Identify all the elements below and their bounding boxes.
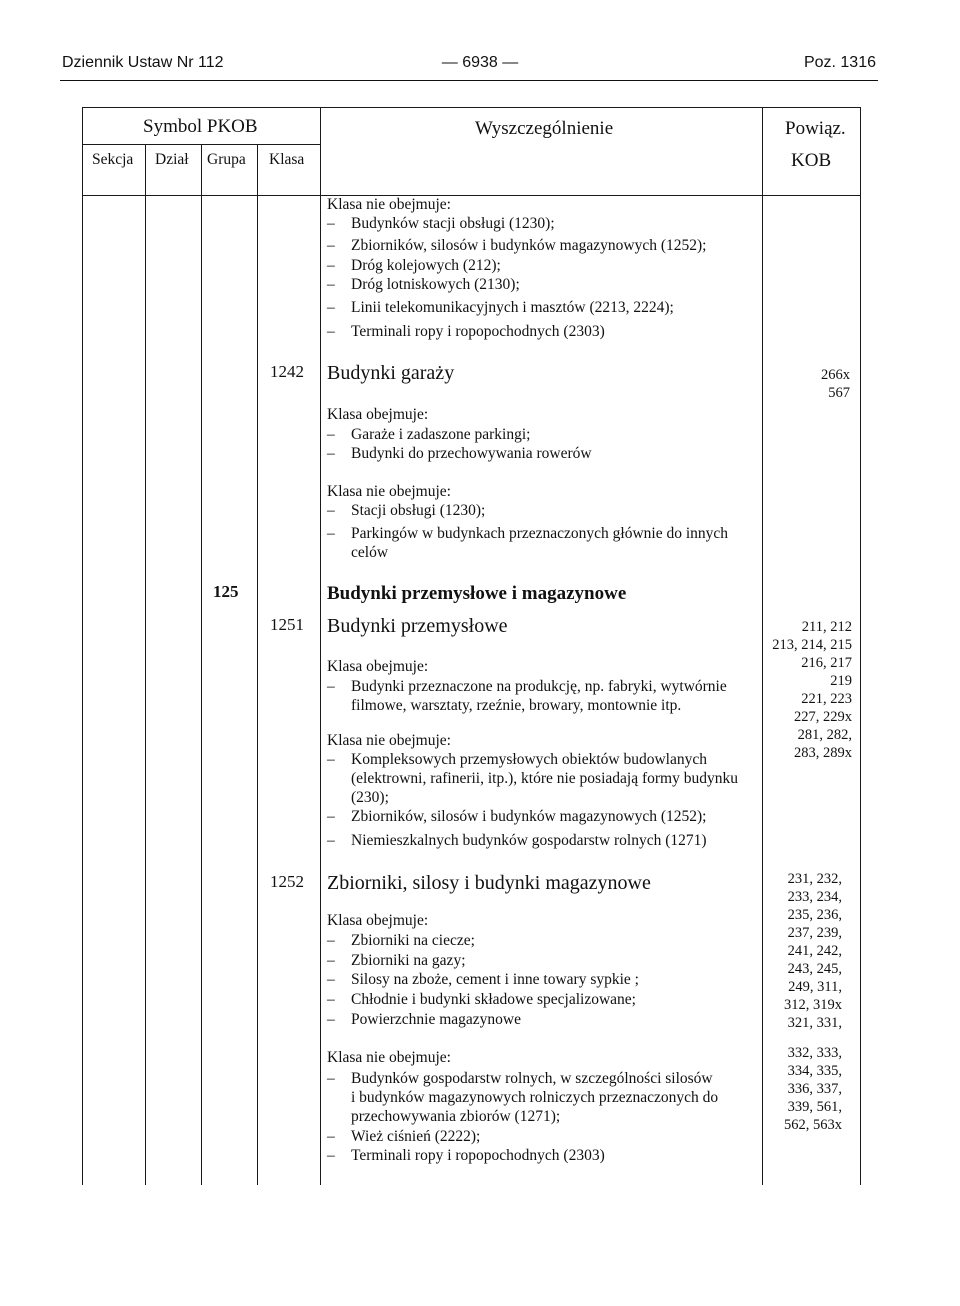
col-divider-sekcja (145, 144, 146, 1185)
dzial-header: Dział (155, 151, 189, 168)
powiaz-header: Powiąz. (785, 118, 846, 139)
klasa-header: Klasa (269, 151, 305, 168)
kob-header: KOB (791, 150, 832, 171)
list-item-continuation: przechowywania zbiorów (1271); (351, 1108, 561, 1125)
block1-exclusions-title: Klasa nie obejmuje: (327, 196, 451, 213)
col-divider-opis (762, 107, 763, 1185)
header-bottom-border (82, 195, 860, 196)
includes-title-1251: Klasa obejmuje: (327, 658, 429, 675)
header-rule (60, 80, 878, 81)
list-item-continuation: filmowe, warsztaty, rzeźnie, browary, montownie itp. (351, 697, 682, 714)
page-number: — 6938 — (441, 54, 519, 71)
class-code-1251: 1251 (270, 615, 304, 634)
class-code-1252: 1252 (270, 872, 304, 891)
position-number: Poz. 1316 (803, 54, 876, 71)
kob-codes-1252: 231, 232, 233, 234, 235, 236, 237, 239, 241, 242, 243, 245, 249, 311, 312, 319x 321, 331, 332, 333, 334, 335, 336, 337, 339, 561, 562, 563x (784, 871, 842, 1133)
excludes-title-1252: Klasa nie obejmuje: (327, 1049, 451, 1066)
list-item-continuation: i budynków magazynowych rolniczych przeznaczonych do (351, 1089, 719, 1106)
wyszczegolnienie-header: Wyszczególnienie (475, 118, 614, 139)
excludes-title-1251: Klasa nie obejmuje: (327, 732, 451, 749)
journal-title: Dziennik Ustaw Nr 112 (62, 54, 224, 71)
table-left-border (82, 107, 83, 1185)
group-name-125: Budynki przemysłowe i magazynowe (327, 583, 627, 604)
class-name-1252: Zbiorniki, silosy i budynki magazynowe (327, 872, 651, 894)
kob-codes-1251: 211, 212 213, 214, 215 216, 217 219 221, 223 227, 229x 281, 282, 283, 289x (772, 619, 852, 761)
includes-title-1252: Klasa obejmuje: (327, 912, 429, 929)
kob-codes-1242: 266x 567 (821, 367, 850, 401)
table-top-border (82, 107, 860, 108)
group-code-125: 125 (213, 582, 239, 601)
col-divider-klasa (320, 107, 321, 1185)
symbol-pkob-header: Symbol PKOB (143, 116, 258, 137)
grupa-header: Grupa (207, 151, 246, 168)
class-name-1251: Budynki przemysłowe (327, 615, 508, 637)
list-item-continuation: (230); (351, 789, 389, 806)
class-code-1242: 1242 (270, 362, 304, 381)
list-item-continuation: celów (351, 544, 389, 561)
excludes-title-1242: Klasa nie obejmuje: (327, 483, 451, 500)
class-name-1242: Budynki garaży (327, 362, 455, 384)
sekcja-header: Sekcja (92, 151, 134, 168)
col-divider-dzial (201, 144, 202, 1185)
table-right-border (860, 107, 861, 1185)
includes-title-1242: Klasa obejmuje: (327, 406, 429, 423)
list-item-continuation: (elektrowni, rafinerii, itp.), które nie posiadają formy budynku (351, 770, 738, 787)
col-divider-grupa (257, 144, 258, 1185)
